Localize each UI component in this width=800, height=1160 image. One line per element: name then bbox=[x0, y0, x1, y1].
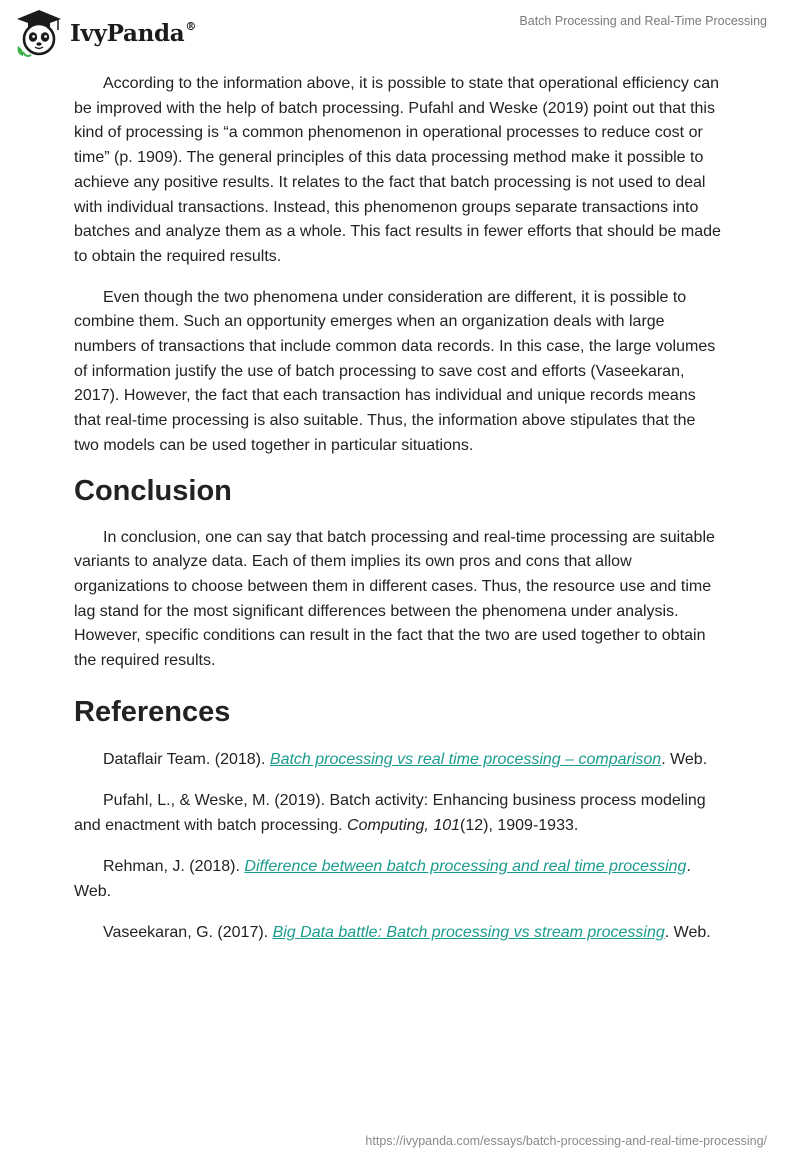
reference-item: Vaseekaran, G. (2017). Big Data battle: Batch processing vs stream processing. Web. bbox=[103, 923, 711, 941]
body-paragraph: Even though the two phenomena under consideration are different, it is possible to combine them. Such an opportunity emerges when an organization deals with large numbers of transactions that include common data records. In this case, the large volumes of information justify the use of batch processing to save cost and efforts (Vaseekaran, 2017). However, the fact that each transaction has individual and unique records means that real-time processing is also suitable. Thus, the information above stipulates that the two models can be used together in particular situations. bbox=[74, 288, 716, 454]
body-paragraph: According to the information above, it is possible to state that operational efficiency can be improved with the help of batch processing. Pufahl and Weske (2019) point out that this kind of processing is “a common phenomenon in operational processes to reduce cost or time” (p. 1909). The general principles of this data processing method make it possible to achieve any positive results. It relates to the fact that batch processing is not used to deal with individual transactions. Instead, this phenomenon groups separate transactions into batches and analyze them as a whole. This fact results in fewer efforts that should be made to obtain the required results. bbox=[74, 75, 721, 265]
reference-item: Rehman, J. (2018). Difference between batch processing and real time processing. Web. bbox=[74, 857, 691, 900]
reference-link[interactable]: Difference between batch processing and real time processing bbox=[244, 857, 687, 875]
essay-body bbox=[74, 72, 724, 962]
reference-link[interactable]: Big Data battle: Batch processing vs stream processing bbox=[272, 923, 665, 941]
conclusion-paragraph: In conclusion, one can say that batch processing and real-time processing are suitable variants to analyze data. Each of them implies its own pros and cons that allow organizations to choose between them in different cases. Thus, the resource use and time lag stand for the most significant differences between the phenomena under analysis. However, specific conditions can result in the fact that the two are used together to obtain the required results. bbox=[74, 528, 715, 670]
journal-title: Computing, 101 bbox=[347, 816, 461, 834]
registered-mark: ® bbox=[185, 19, 197, 33]
reference-item: Pufahl, L., & Weske, M. (2019). Batch activity: Enhancing business process modeling and enactment with batch processing. Computing, 101(12), 1909-1933. bbox=[74, 791, 706, 834]
reference-item: Dataflair Team. (2018). Batch processing vs real time processing – comparison. Web. bbox=[103, 750, 708, 768]
panda-graduate-icon bbox=[14, 8, 64, 58]
source-url[interactable]: https://ivypanda.com/essays/batch-processing-and-real-time-processing/ bbox=[365, 1134, 767, 1148]
conclusion-heading: Conclusion bbox=[74, 474, 232, 507]
reference-link[interactable]: Batch processing vs real time processing – comparison bbox=[269, 750, 662, 768]
document-title: Batch Processing and Real-Time Processing bbox=[519, 14, 767, 28]
page-header bbox=[0, 0, 800, 70]
ivypanda-logo[interactable] bbox=[14, 8, 196, 58]
references-heading: References bbox=[74, 695, 231, 728]
logo-text: IvyPanda® bbox=[70, 19, 197, 47]
